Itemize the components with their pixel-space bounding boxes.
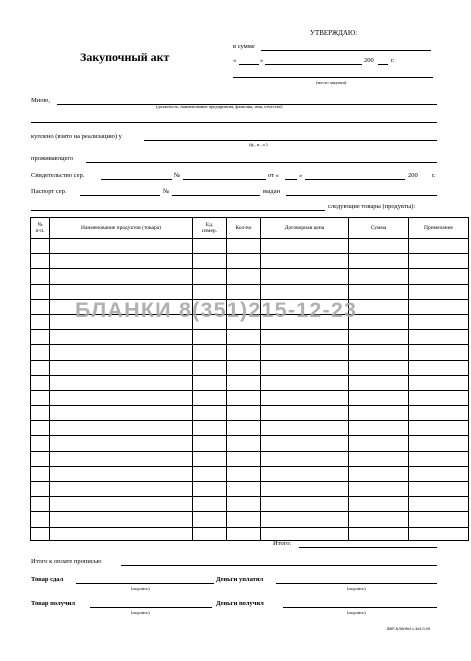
- money-received-label: Деньги получил: [216, 600, 264, 607]
- cell-price[interactable]: [261, 284, 349, 299]
- cell-name[interactable]: [50, 436, 193, 451]
- cell-name[interactable]: [50, 360, 193, 375]
- cell-note[interactable]: [409, 512, 469, 527]
- cell-note[interactable]: [409, 314, 469, 329]
- cell-note[interactable]: [409, 330, 469, 345]
- cell-price[interactable]: [261, 466, 349, 481]
- cell-note[interactable]: [409, 360, 469, 375]
- cell-sum[interactable]: [349, 527, 409, 540]
- cell-price[interactable]: [261, 512, 349, 527]
- cell-sum[interactable]: [349, 284, 409, 299]
- cell-unit[interactable]: [193, 512, 227, 527]
- residing-label: проживающего: [31, 155, 74, 162]
- passport-number-sign: №: [163, 188, 170, 195]
- cell-note[interactable]: [409, 239, 469, 254]
- cell-name[interactable]: [50, 482, 193, 497]
- cell-number[interactable]: [31, 497, 50, 512]
- cell-unit[interactable]: [193, 345, 227, 360]
- goods-received-label: Товар получил: [31, 600, 75, 607]
- money-paid-label: Деньги уплатил: [216, 576, 264, 583]
- cell-name[interactable]: [50, 330, 193, 345]
- cell-note[interactable]: [409, 345, 469, 360]
- table-row: [31, 360, 469, 375]
- cell-qty[interactable]: [227, 345, 261, 360]
- table-row: [31, 390, 469, 405]
- table-row: [31, 375, 469, 390]
- table-row: [31, 527, 469, 540]
- cell-price[interactable]: [261, 527, 349, 540]
- cell-price[interactable]: [261, 451, 349, 466]
- cell-qty[interactable]: [227, 360, 261, 375]
- cell-price[interactable]: [261, 345, 349, 360]
- cell-number[interactable]: [31, 451, 50, 466]
- cell-number[interactable]: [31, 375, 50, 390]
- cell-number[interactable]: [31, 314, 50, 329]
- cell-unit[interactable]: [193, 360, 227, 375]
- cell-name[interactable]: [50, 254, 193, 269]
- money-paid-caption: (подпись): [347, 586, 366, 591]
- form-code: ВВР-БЛАНКИ с.3с5-0-09: [387, 627, 431, 631]
- table-header-row: [31, 218, 469, 239]
- cell-number[interactable]: [31, 512, 50, 527]
- approval-date-open: «: [233, 57, 237, 64]
- cell-sum[interactable]: [349, 482, 409, 497]
- table-row: [31, 512, 469, 527]
- cell-number[interactable]: [31, 406, 50, 421]
- col-unit-header: Ед. измер.: [193, 218, 227, 239]
- table-row: [31, 239, 469, 254]
- cell-name[interactable]: [50, 512, 193, 527]
- col-note-header: Примечание: [409, 218, 469, 239]
- cell-qty[interactable]: [227, 436, 261, 451]
- cell-sum[interactable]: [349, 451, 409, 466]
- cell-price[interactable]: [261, 375, 349, 390]
- goods-handed-label: Товар сдал: [31, 576, 64, 583]
- passport-number-line[interactable]: [172, 195, 260, 196]
- by-me-label: Мною,: [31, 97, 50, 104]
- residing-line[interactable]: [86, 162, 437, 163]
- certificate-series-line[interactable]: [101, 179, 172, 180]
- page-title: Закупочный акт: [80, 50, 170, 64]
- table-row: [31, 269, 469, 284]
- cell-note[interactable]: [409, 466, 469, 481]
- certificate-number-line[interactable]: [183, 179, 266, 180]
- cell-number[interactable]: [31, 269, 50, 284]
- certificate-from-label: от «: [268, 172, 279, 179]
- cell-unit[interactable]: [193, 482, 227, 497]
- table-body: [31, 239, 469, 541]
- goods-handed-caption: (подпись): [131, 586, 150, 591]
- cell-number[interactable]: [31, 466, 50, 481]
- cell-number[interactable]: [31, 390, 50, 405]
- by-me-line-2[interactable]: [31, 122, 437, 123]
- cell-qty[interactable]: [227, 254, 261, 269]
- cell-sum[interactable]: [349, 360, 409, 375]
- cell-note[interactable]: [409, 527, 469, 540]
- money-paid-line[interactable]: [276, 583, 437, 584]
- cell-number[interactable]: [31, 482, 50, 497]
- cell-unit[interactable]: [193, 330, 227, 345]
- cell-sum[interactable]: [349, 330, 409, 345]
- approval-sum-line[interactable]: [261, 50, 431, 51]
- cell-sum[interactable]: [349, 512, 409, 527]
- fio-caption: (ф., и., о.): [249, 142, 268, 147]
- cell-number[interactable]: [31, 421, 50, 436]
- cell-sum[interactable]: [349, 436, 409, 451]
- table-row: [31, 284, 469, 299]
- cell-price[interactable]: [261, 497, 349, 512]
- goods-received-line[interactable]: [90, 607, 212, 608]
- certificate-day-line[interactable]: [285, 179, 297, 180]
- cell-name[interactable]: [50, 239, 193, 254]
- table-row: [31, 406, 469, 421]
- cell-name[interactable]: [50, 451, 193, 466]
- passport-issued-line[interactable]: [286, 195, 437, 196]
- cell-sum[interactable]: [349, 421, 409, 436]
- approval-year: 200: [364, 57, 374, 64]
- cell-note[interactable]: [409, 497, 469, 512]
- cell-sum[interactable]: [349, 466, 409, 481]
- cell-sum[interactable]: [349, 390, 409, 405]
- cell-price[interactable]: [261, 239, 349, 254]
- cell-unit[interactable]: [193, 497, 227, 512]
- approval-place-line[interactable]: [233, 77, 433, 78]
- approval-year-suffix: г.: [391, 57, 395, 64]
- certificate-year-suffix: г.: [432, 172, 436, 179]
- cell-number[interactable]: [31, 330, 50, 345]
- cell-unit[interactable]: [193, 254, 227, 269]
- cell-number[interactable]: [31, 345, 50, 360]
- approval-place-caption: (место закупки): [316, 80, 347, 85]
- cell-sum[interactable]: [349, 269, 409, 284]
- cell-price[interactable]: [261, 436, 349, 451]
- following-goods-label: следующие товары (продукты):: [328, 203, 416, 210]
- cell-name[interactable]: [50, 390, 193, 405]
- certificate-label: Свидетельство сер.: [31, 172, 85, 179]
- cell-sum[interactable]: [349, 254, 409, 269]
- table-row: [31, 497, 469, 512]
- passport-issued-label: выдан: [263, 188, 281, 195]
- approval-heading: УТВЕРЖДАЮ:: [310, 29, 358, 37]
- cell-number[interactable]: [31, 299, 50, 314]
- cell-price[interactable]: [261, 269, 349, 284]
- goods-handed-line[interactable]: [76, 583, 214, 584]
- cell-price[interactable]: [261, 360, 349, 375]
- cell-qty[interactable]: [227, 390, 261, 405]
- passport-series-line[interactable]: [80, 195, 160, 196]
- cell-sum[interactable]: [349, 345, 409, 360]
- table-row: [31, 451, 469, 466]
- cell-note[interactable]: [409, 269, 469, 284]
- cell-sum[interactable]: [349, 497, 409, 512]
- total-label: Итого:: [273, 540, 292, 547]
- passport-label: Паспорт сер.: [31, 188, 67, 195]
- watermark: БЛАНКИ 8(351)215-12-23: [75, 298, 358, 322]
- table-row: [31, 254, 469, 269]
- cell-note[interactable]: [409, 421, 469, 436]
- cell-sum[interactable]: [349, 375, 409, 390]
- cell-note[interactable]: [409, 390, 469, 405]
- by-me-caption: (должность, наименование предприятия, фамилия, имя, отчество): [156, 104, 283, 109]
- cell-name[interactable]: [50, 375, 193, 390]
- money-received-line[interactable]: [283, 607, 437, 608]
- col-sum-header: Сумма: [349, 218, 409, 239]
- cell-qty[interactable]: [227, 482, 261, 497]
- cell-sum[interactable]: [349, 239, 409, 254]
- cell-number[interactable]: [31, 436, 50, 451]
- cell-note[interactable]: [409, 451, 469, 466]
- cell-note[interactable]: [409, 254, 469, 269]
- cell-qty[interactable]: [227, 330, 261, 345]
- col-price-header: Договорная цена: [261, 218, 349, 239]
- table-row: [31, 436, 469, 451]
- cell-qty[interactable]: [227, 284, 261, 299]
- cell-number[interactable]: [31, 527, 50, 540]
- cell-note[interactable]: [409, 406, 469, 421]
- cell-qty[interactable]: [227, 466, 261, 481]
- cell-sum[interactable]: [349, 299, 409, 314]
- cell-qty[interactable]: [227, 239, 261, 254]
- approval-day-line[interactable]: [239, 64, 259, 65]
- cell-unit[interactable]: [193, 269, 227, 284]
- cell-number[interactable]: [31, 284, 50, 299]
- cell-note[interactable]: [409, 299, 469, 314]
- cell-number[interactable]: [31, 360, 50, 375]
- certificate-month-line[interactable]: [305, 179, 405, 180]
- approval-month-line[interactable]: [265, 64, 362, 65]
- cell-name[interactable]: [50, 527, 193, 540]
- approval-year-line[interactable]: [378, 64, 388, 65]
- cell-sum[interactable]: [349, 314, 409, 329]
- cell-unit[interactable]: [193, 239, 227, 254]
- cell-qty[interactable]: [227, 497, 261, 512]
- cell-note[interactable]: [409, 284, 469, 299]
- cell-unit[interactable]: [193, 284, 227, 299]
- table-row: [31, 421, 469, 436]
- cell-unit[interactable]: [193, 466, 227, 481]
- cell-name[interactable]: [50, 269, 193, 284]
- cell-name[interactable]: [50, 406, 193, 421]
- cell-name[interactable]: [50, 345, 193, 360]
- cell-unit[interactable]: [193, 527, 227, 540]
- cell-unit[interactable]: [193, 406, 227, 421]
- cell-unit[interactable]: [193, 375, 227, 390]
- cell-price[interactable]: [261, 330, 349, 345]
- approval-date-mid: »: [260, 57, 264, 64]
- col-qty-header: Кол-во: [227, 218, 261, 239]
- cell-qty[interactable]: [227, 375, 261, 390]
- cell-qty[interactable]: [227, 421, 261, 436]
- bought-line[interactable]: [144, 140, 437, 141]
- cell-unit[interactable]: [193, 421, 227, 436]
- products-table: [30, 217, 469, 541]
- cell-price[interactable]: [261, 482, 349, 497]
- certificate-number-sign: №: [174, 172, 181, 179]
- table-row: [31, 345, 469, 360]
- cell-number[interactable]: [31, 254, 50, 269]
- table-row: [31, 466, 469, 481]
- money-received-caption: (подпись): [347, 610, 366, 615]
- cell-sum[interactable]: [349, 406, 409, 421]
- cell-name[interactable]: [50, 284, 193, 299]
- cell-unit[interactable]: [193, 451, 227, 466]
- cell-qty[interactable]: [227, 406, 261, 421]
- bought-label: куплено (взято на реализацию) у: [31, 133, 122, 140]
- cell-qty[interactable]: [227, 527, 261, 540]
- cell-note[interactable]: [409, 436, 469, 451]
- cell-name[interactable]: [50, 466, 193, 481]
- table-row: [31, 482, 469, 497]
- cell-price[interactable]: [261, 406, 349, 421]
- cell-qty[interactable]: [227, 512, 261, 527]
- cell-number[interactable]: [31, 239, 50, 254]
- cell-price[interactable]: [261, 254, 349, 269]
- goods-received-caption: (подпись): [131, 610, 150, 615]
- total-line[interactable]: [299, 547, 437, 548]
- certificate-year: 200: [408, 172, 418, 179]
- cell-name[interactable]: [50, 497, 193, 512]
- col-number-header: № п-п.: [31, 218, 50, 239]
- cell-note[interactable]: [409, 482, 469, 497]
- cell-unit[interactable]: [193, 390, 227, 405]
- cell-price[interactable]: [261, 421, 349, 436]
- table-row: [31, 330, 469, 345]
- approval-sum-label: в сумме: [233, 43, 255, 50]
- cell-price[interactable]: [261, 390, 349, 405]
- issued-line-2[interactable]: [31, 210, 325, 211]
- in-words-line[interactable]: [121, 565, 437, 566]
- cell-note[interactable]: [409, 375, 469, 390]
- cell-unit[interactable]: [193, 436, 227, 451]
- certificate-quote-close: »: [299, 172, 303, 179]
- cell-name[interactable]: [50, 421, 193, 436]
- col-name-header: Наименование продуктов (товара): [50, 218, 193, 239]
- in-words-label: Итого к оплате прописью: [31, 558, 102, 565]
- cell-qty[interactable]: [227, 451, 261, 466]
- cell-qty[interactable]: [227, 269, 261, 284]
